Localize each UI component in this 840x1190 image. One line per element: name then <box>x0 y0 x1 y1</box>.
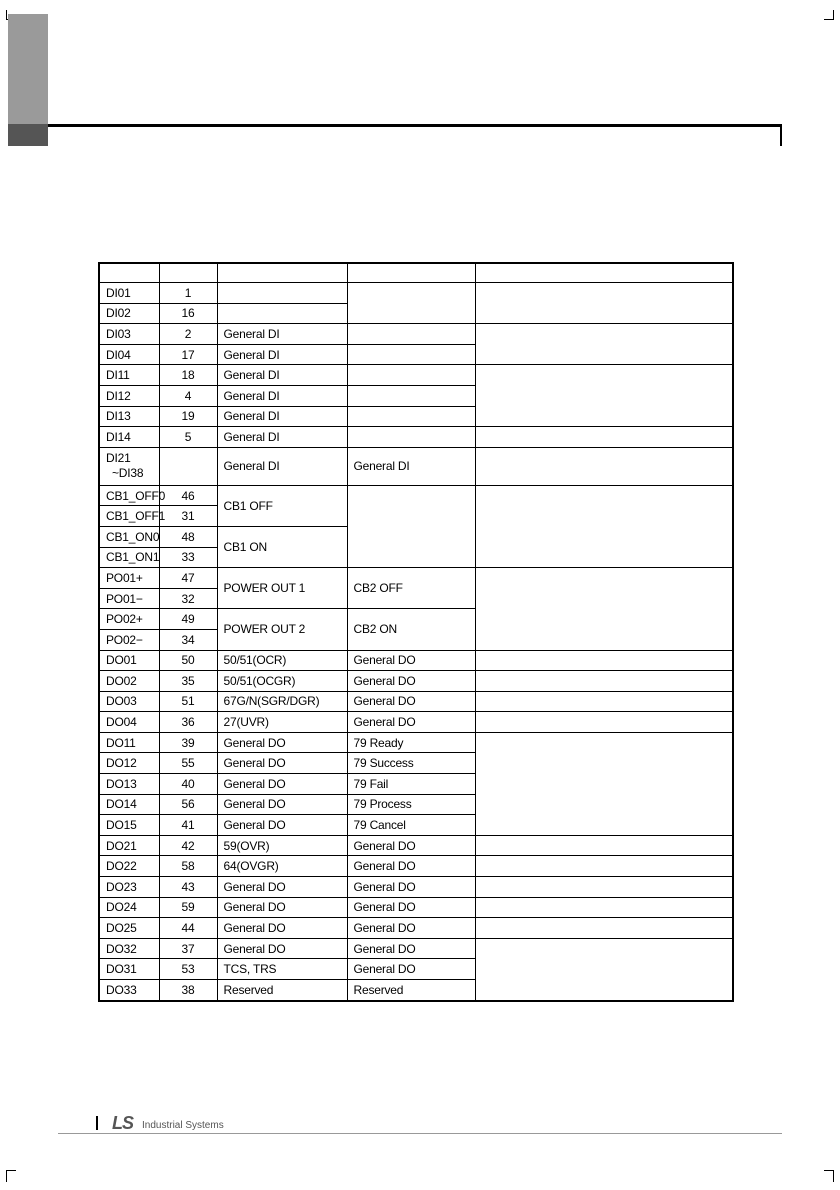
footer-rule <box>58 1133 782 1134</box>
function-2-cell: General DO <box>347 712 475 733</box>
signal-cell: CB1_OFF1 <box>99 506 159 527</box>
function-2-cell: General DO <box>347 835 475 856</box>
signal-cell: PO02+ <box>99 609 159 630</box>
header-description <box>475 263 733 283</box>
signal-cell: PO02− <box>99 629 159 650</box>
function-2-cell <box>347 365 475 386</box>
function-1-cell: General DO <box>217 918 347 939</box>
pin-cell: 53 <box>159 959 217 980</box>
pin-cell: 58 <box>159 856 217 877</box>
footer-divider-bar <box>96 1116 98 1130</box>
pin-cell: 46 <box>159 485 217 506</box>
description-cell <box>475 897 733 918</box>
signal-cell: PO01+ <box>99 568 159 589</box>
table-row <box>99 897 733 918</box>
table-row <box>99 835 733 856</box>
description-cell <box>475 427 733 448</box>
function-1-cell: General DI <box>217 447 347 485</box>
pin-cell: 41 <box>159 815 217 836</box>
signal-cell: DO14 <box>99 794 159 815</box>
signal-cell: DI12 <box>99 385 159 406</box>
description-cell <box>475 485 733 567</box>
function-2-cell: General DO <box>347 671 475 692</box>
description-cell <box>475 283 733 324</box>
description-cell <box>475 691 733 712</box>
signal-cell: PO01− <box>99 588 159 609</box>
signal-cell: DO23 <box>99 877 159 898</box>
table-row <box>99 856 733 877</box>
table-row <box>99 283 733 304</box>
function-2-cell: General DO <box>347 877 475 898</box>
signal-cell: DO15 <box>99 815 159 836</box>
header-function-1 <box>217 263 347 283</box>
function-1-cell: General DO <box>217 774 347 795</box>
signal-range-start: DI21 <box>106 451 131 466</box>
table-row <box>99 712 733 733</box>
crop-mark-top-right-h <box>824 19 834 20</box>
function-2-cell: General DO <box>347 691 475 712</box>
function-1-cell: General DO <box>217 815 347 836</box>
footer-company-name: Industrial Systems <box>142 1120 224 1131</box>
signal-cell: DI11 <box>99 365 159 386</box>
function-1-cell: General DI <box>217 385 347 406</box>
header-pin <box>159 263 217 283</box>
function-1-cell: 50/51(OCGR) <box>217 671 347 692</box>
signal-cell: DO32 <box>99 938 159 959</box>
function-1-cell: General DI <box>217 427 347 448</box>
function-1-cell: 50/51(OCR) <box>217 650 347 671</box>
pin-cell: 32 <box>159 588 217 609</box>
function-2-cell: General DO <box>347 938 475 959</box>
function-1-cell: General DI <box>217 324 347 345</box>
signal-cell <box>99 447 159 485</box>
signal-cell: DO22 <box>99 856 159 877</box>
pin-cell: 17 <box>159 344 217 365</box>
description-cell <box>475 938 733 1000</box>
pin-cell: 59 <box>159 897 217 918</box>
function-1-cell: POWER OUT 1 <box>217 568 347 609</box>
table-row <box>99 671 733 692</box>
signal-cell: DO11 <box>99 732 159 753</box>
signal-cell: CB1_ON0 <box>99 526 159 547</box>
description-cell <box>475 365 733 427</box>
table-row <box>99 732 733 753</box>
pin-cell: 50 <box>159 650 217 671</box>
function-2-cell <box>347 406 475 427</box>
description-cell <box>475 732 733 835</box>
description-cell <box>475 712 733 733</box>
crop-mark-bottom-right <box>833 1170 834 1182</box>
signal-cell: DI02 <box>99 303 159 324</box>
description-cell <box>475 835 733 856</box>
signal-cell: DO04 <box>99 712 159 733</box>
function-2-cell: General DO <box>347 856 475 877</box>
pin-cell: 47 <box>159 568 217 589</box>
signal-cell: DO21 <box>99 835 159 856</box>
function-1-cell: General DO <box>217 753 347 774</box>
table-row <box>99 324 733 345</box>
description-cell <box>475 918 733 939</box>
description-cell <box>475 568 733 650</box>
description-cell <box>475 671 733 692</box>
chapter-side-tab <box>8 14 48 124</box>
function-1-cell <box>217 283 347 304</box>
signal-cell: CB1_OFF0 <box>99 485 159 506</box>
function-2-cell <box>347 344 475 365</box>
signal-cell: DI04 <box>99 344 159 365</box>
pin-cell: 33 <box>159 547 217 568</box>
signal-cell: CB1_ON1 <box>99 547 159 568</box>
table-row <box>99 650 733 671</box>
signal-cell: DO02 <box>99 671 159 692</box>
function-1-cell: General DI <box>217 365 347 386</box>
signal-cell: DO01 <box>99 650 159 671</box>
pin-cell: 36 <box>159 712 217 733</box>
pin-cell: 38 <box>159 980 217 1001</box>
pin-cell: 31 <box>159 506 217 527</box>
function-1-cell: General DO <box>217 732 347 753</box>
function-1-cell: General DI <box>217 406 347 427</box>
pin-cell: 56 <box>159 794 217 815</box>
pin-cell: 18 <box>159 365 217 386</box>
table-row <box>99 918 733 939</box>
signal-cell: DO03 <box>99 691 159 712</box>
signal-range-end: ~DI38 <box>112 466 144 481</box>
crop-mark-bottom-right-h <box>824 1170 834 1171</box>
function-2-cell: General DO <box>347 959 475 980</box>
function-1-cell: CB1 ON <box>217 526 347 567</box>
table-row <box>99 938 733 959</box>
pin-cell: 40 <box>159 774 217 795</box>
function-1-cell: General DI <box>217 344 347 365</box>
pin-cell: 35 <box>159 671 217 692</box>
function-1-cell: General DO <box>217 938 347 959</box>
header-rule <box>48 124 782 127</box>
function-2-cell <box>347 324 475 345</box>
signal-cell: DO33 <box>99 980 159 1001</box>
signal-cell: DI13 <box>99 406 159 427</box>
function-2-cell <box>347 283 475 324</box>
table-row <box>99 485 733 506</box>
function-1-cell <box>217 303 347 324</box>
function-2-cell <box>347 385 475 406</box>
header-function-2 <box>347 263 475 283</box>
chapter-side-tab-accent <box>8 124 48 146</box>
function-1-cell: General DO <box>217 877 347 898</box>
pin-cell: 55 <box>159 753 217 774</box>
function-1-cell: POWER OUT 2 <box>217 609 347 650</box>
signal-cell: DO25 <box>99 918 159 939</box>
terminal-pin-table <box>98 262 734 1002</box>
table-row <box>99 691 733 712</box>
signal-cell: DI01 <box>99 283 159 304</box>
function-1-cell: 64(OVGR) <box>217 856 347 877</box>
pin-cell: 1 <box>159 283 217 304</box>
function-1-cell: 67G/N(SGR/DGR) <box>217 691 347 712</box>
table-row <box>99 877 733 898</box>
table-row <box>99 365 733 386</box>
function-2-cell: General DO <box>347 650 475 671</box>
description-cell <box>475 650 733 671</box>
function-2-cell <box>347 427 475 448</box>
function-2-cell: General DI <box>347 447 475 485</box>
function-2-cell: General DO <box>347 897 475 918</box>
table-row <box>99 427 733 448</box>
signal-cell: DO24 <box>99 897 159 918</box>
ls-logo: LS <box>112 1113 134 1133</box>
pin-cell: 49 <box>159 609 217 630</box>
function-2-cell: Reserved <box>347 980 475 1001</box>
description-cell <box>475 856 733 877</box>
function-1-cell: 59(OVR) <box>217 835 347 856</box>
crop-mark-bottom-left <box>6 1170 7 1182</box>
pin-cell: 48 <box>159 526 217 547</box>
function-2-cell: 79 Success <box>347 753 475 774</box>
function-2-cell: 79 Fail <box>347 774 475 795</box>
signal-cell: DO12 <box>99 753 159 774</box>
function-2-cell: 79 Process <box>347 794 475 815</box>
function-2-cell: General DO <box>347 918 475 939</box>
pin-cell <box>159 447 217 485</box>
pin-cell: 5 <box>159 427 217 448</box>
header-rule-tick <box>780 124 782 146</box>
pin-cell: 2 <box>159 324 217 345</box>
function-2-cell: 79 Cancel <box>347 815 475 836</box>
function-1-cell: TCS, TRS <box>217 959 347 980</box>
function-2-cell: CB2 OFF <box>347 568 475 609</box>
function-1-cell: General DO <box>217 897 347 918</box>
pin-cell: 51 <box>159 691 217 712</box>
pin-cell: 44 <box>159 918 217 939</box>
pin-cell: 19 <box>159 406 217 427</box>
function-1-cell: General DO <box>217 794 347 815</box>
function-2-cell: CB2 ON <box>347 609 475 650</box>
function-1-cell: CB1 OFF <box>217 485 347 526</box>
table-row <box>99 447 733 485</box>
function-1-cell: Reserved <box>217 980 347 1001</box>
pin-cell: 42 <box>159 835 217 856</box>
table-row <box>99 568 733 589</box>
pin-cell: 43 <box>159 877 217 898</box>
pin-cell: 37 <box>159 938 217 959</box>
signal-cell: DO31 <box>99 959 159 980</box>
crop-mark-bottom-left-h <box>6 1170 16 1171</box>
pin-cell: 16 <box>159 303 217 324</box>
description-cell <box>475 877 733 898</box>
signal-cell: DI03 <box>99 324 159 345</box>
header-signal <box>99 263 159 283</box>
function-2-cell: 79 Ready <box>347 732 475 753</box>
table-header-row <box>99 263 733 283</box>
description-cell <box>475 447 733 485</box>
function-1-cell: 27(UVR) <box>217 712 347 733</box>
pin-cell: 39 <box>159 732 217 753</box>
pin-cell: 34 <box>159 629 217 650</box>
pin-cell: 4 <box>159 385 217 406</box>
description-cell <box>475 324 733 365</box>
signal-cell: DO13 <box>99 774 159 795</box>
function-2-cell <box>347 485 475 567</box>
signal-cell: DI14 <box>99 427 159 448</box>
